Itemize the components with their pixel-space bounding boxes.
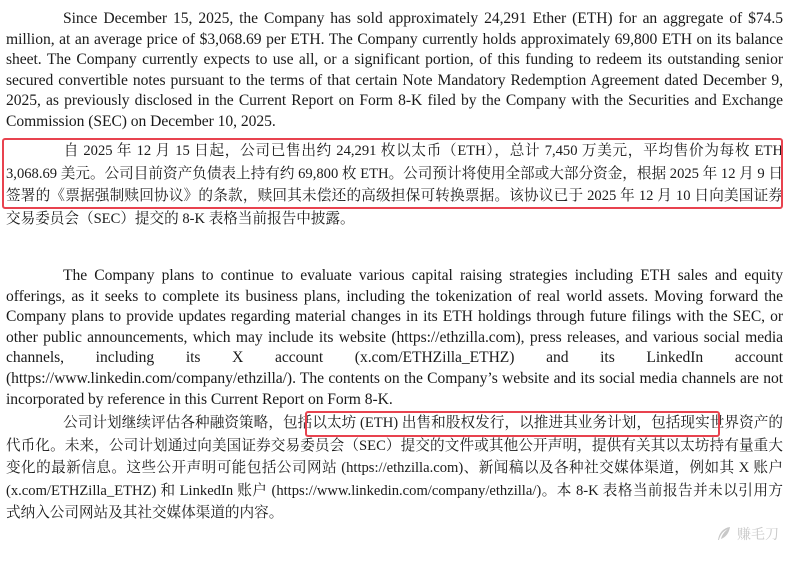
paragraph-text: The Company plans to continue to evaluate various capital raising strategies including ETH sales and equity offerings, as it seeks to complete its business plans, including the tokenization of real world assets. Moving forward the Company plans to provide updates regarding material changes in its ETH holdings through future filings with the SEC, or other public announcements, which may include its website (https://ethzilla.com), press releases, and various social media channels, including its X account (x.com/ETHZilla_ETHZ) and its LinkedIn account (https://www.linkedin.com/company/ethzilla/). The contents on the Company’s website and its social media channels are not incorporated by reference in this Current Report on Form 8-K. [6,267,783,408]
paragraph-text: 公司计划继续评估各种融资策略，包括以太坊 (ETH) 出售和股权发行，以推进其业务计划，包括现实世界资产的代币化。未来，公司计划通过向美国证券交易委员会（SEC）提交的文件或其他公开声明，提供有关其以太坊持有量重大变化的最新信息。这些公开声明可能包括公司网站 (https://ethzilla.com)、新闻稿以及各种社交媒体渠道，例如其 X 账户 (x.com/ETHZilla_ETHZ) 和 LinkedIn 账户 (https://www.linkedin.com/company/ethzilla/)。本 8-K 表格当前报告并未以引用方式纳入公司网站及其社交媒体渠道的内容。 [6,415,783,521]
chinese-paragraph-capital-plans [6,412,783,525]
watermark-text: 赚毛刀 [737,527,779,543]
paragraph-text: Since December 15, 2025, the Company has sold approximately 24,291 Ether (ETH) for an aggregate of $74.5 million, at an average price of $3,068.69 per ETH. The Company currently holds approximately 69,800 ETH on its balance sheet. The Company currently expects to use all, or a significant portion, of this funding to redeem its outstanding senior secured convertible notes pursuant to the terms of that certain Note Mandatory Redemption Agreement dated December 9, 2025, as previously disclosed in the Current Report on Form 8-K filed by the Company with the Securities and Exchange Commission (SEC) on December 10, 2025. [6,10,783,130]
chinese-paragraph-eth-sales [6,140,783,230]
english-paragraph-capital-plans [6,266,783,410]
feather-icon [715,525,733,543]
english-paragraph-eth-sales [6,9,783,133]
paragraph-text: 自 2025 年 12 月 15 日起，公司已售出约 24,291 枚以太币（ETH），总计 7,450 万美元，平均售价为每枚 ETH 3,068.69 美元。公司目前资产负债表上持有约 69,800 枚 ETH。公司预计将使用全部或大部分资金，根据 2025 年 12 月 9 日签署的《票据强制赎回协议》的条款，赎回其未偿还的高级担保可转换票据。该协议已于 2025 年 12 月 10 日向美国证券交易委员会（SEC）提交的 8-K 表格当前报告中披露。 [6,143,783,227]
watermark [715,524,779,544]
